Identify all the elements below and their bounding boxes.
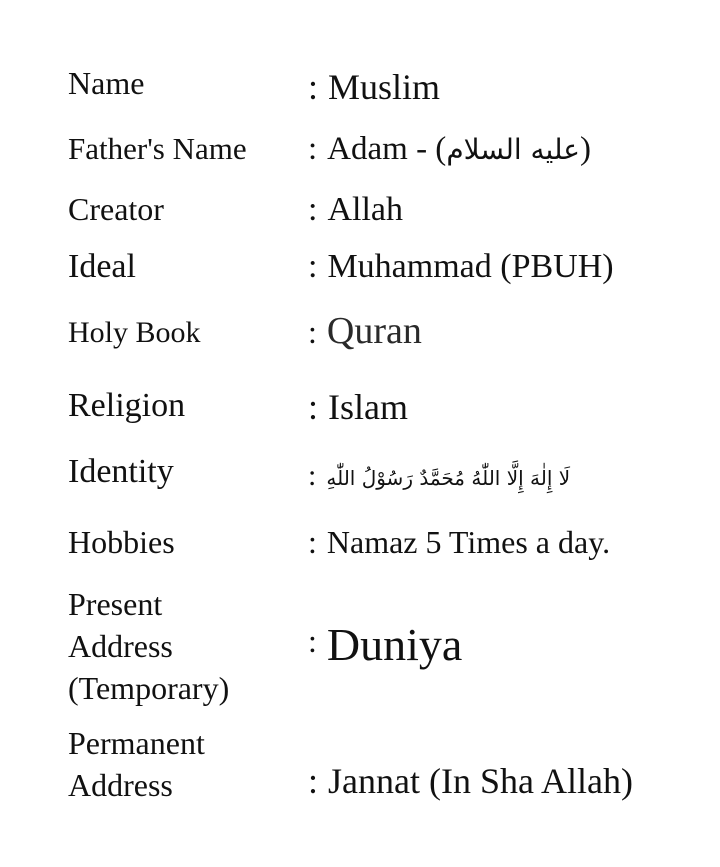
value-permanent-address bbox=[308, 760, 633, 803]
value-suffix: ) bbox=[579, 131, 591, 167]
value-creator bbox=[308, 190, 403, 231]
value-prefix: Adam - ( bbox=[327, 131, 447, 167]
value-ideal bbox=[308, 247, 614, 288]
label-present-address bbox=[68, 583, 298, 709]
colon: : bbox=[308, 248, 318, 285]
value-identity bbox=[308, 458, 638, 494]
label-hobbies: Hobbies bbox=[68, 524, 175, 560]
value-name bbox=[308, 66, 440, 109]
colon: : bbox=[308, 459, 317, 492]
label-line: Address bbox=[68, 767, 173, 803]
value-arabic: عليه السلام bbox=[446, 133, 580, 166]
colon: : bbox=[308, 67, 319, 107]
label-ideal: Ideal bbox=[68, 248, 136, 285]
label-line: Present bbox=[68, 586, 163, 622]
value-text: Islam bbox=[328, 387, 408, 427]
colon: : bbox=[308, 524, 317, 560]
colon: : bbox=[308, 191, 318, 228]
value-fathers-name bbox=[308, 130, 591, 170]
value-text: Duniya bbox=[326, 619, 463, 670]
value-hobbies bbox=[308, 523, 610, 561]
label-permanent-address bbox=[68, 722, 298, 806]
colon: : bbox=[308, 314, 317, 350]
value-text: Quran bbox=[326, 310, 422, 352]
colon: : bbox=[308, 131, 318, 167]
value-text: Namaz 5 Times a day. bbox=[326, 524, 611, 560]
colon: : bbox=[308, 387, 319, 427]
value-text: Allah bbox=[327, 191, 403, 228]
label-fathers-name: Father's Name bbox=[68, 131, 247, 166]
value-text: Muslim bbox=[328, 67, 441, 107]
colon: : bbox=[308, 761, 319, 801]
value-text: Muhammad (PBUH) bbox=[327, 248, 614, 285]
colon: : bbox=[308, 623, 317, 659]
label-identity: Identity bbox=[68, 453, 174, 490]
value-religion bbox=[308, 386, 408, 429]
value-present-address bbox=[308, 617, 462, 672]
label-creator: Creator bbox=[68, 191, 164, 227]
label-holy-book: Holy Book bbox=[68, 316, 201, 349]
label-name: Name bbox=[68, 65, 145, 101]
label-line: (Temporary) bbox=[68, 670, 230, 706]
label-line: Permanent bbox=[68, 725, 205, 761]
value-text: Jannat (In Sha Allah) bbox=[328, 761, 633, 801]
label-religion: Religion bbox=[68, 387, 186, 424]
value-holy-book bbox=[308, 309, 422, 355]
value-arabic: لَا إِلٰهَ إِلَّا اللّٰهُ مُحَمَّدٌ رَسُوْلُ اللّٰهِ bbox=[326, 466, 571, 490]
label-line: Address bbox=[68, 628, 173, 664]
